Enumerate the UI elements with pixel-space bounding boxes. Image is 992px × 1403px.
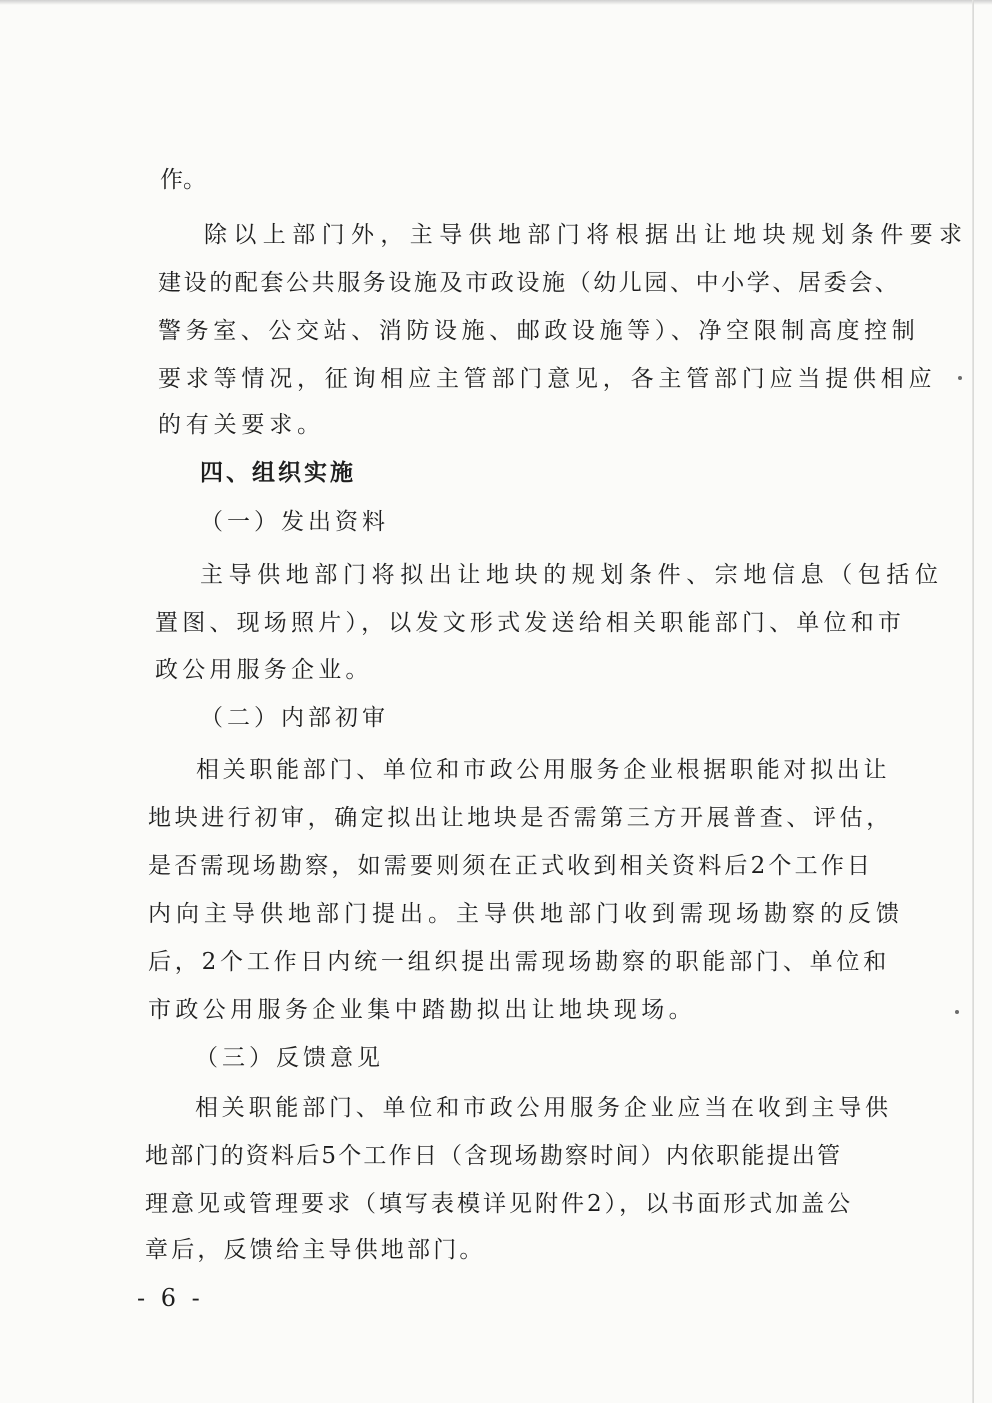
text-line-13: 相关职能部门、单位和市政公用服务企业根据职能对拟出让: [196, 757, 891, 783]
subheading-2: （二）内部初审: [200, 705, 389, 731]
scan-speck: [958, 376, 962, 380]
scan-top-shadow: [0, 0, 992, 5]
text-line-5: 要求等情况，征询相应主管部门意见，各主管部门应当提供相应: [158, 366, 937, 392]
text-line-14: 地块进行初审，确定拟出让地块是否需第三方开展普查、评估，: [148, 805, 893, 831]
text-line-17: 后，2个工作日内统一组织提出需现场勘察的职能部门、单位和: [148, 949, 891, 975]
text-line-15: 是否需现场勘察，如需要则须在正式收到相关资料后2个工作日: [148, 853, 874, 879]
text-line-23: 章后，反馈给主导供地部门。: [145, 1237, 486, 1263]
text-line-11: 政公用服务企业。: [155, 657, 373, 683]
page-number: - 6 -: [137, 1284, 204, 1312]
text-line-2: 除以上部门外，主导供地部门将根据出让地块规划条件要求: [204, 222, 969, 248]
text-line-4: 警务室、公交站、消防设施、邮政设施等）、净空限制高度控制: [158, 318, 920, 344]
text-line-21: 地部门的资料后5个工作日（含现场勘察时间）内依职能提出管: [145, 1143, 843, 1169]
section-heading-4: 四、组织实施: [200, 460, 356, 486]
text-line-3: 建设的配套公共服务设施及市政设施（幼儿园、中小学、居委会、: [158, 270, 901, 296]
text-line-6: 的有关要求。: [158, 412, 325, 438]
subheading-1: （一）发出资料: [200, 509, 389, 535]
text-line-22: 理意见或管理要求（填写表模详见附件2），以书面形式加盖公: [145, 1191, 854, 1217]
subheading-3: （三）反馈意见: [195, 1045, 384, 1071]
text-line-20: 相关职能部门、单位和市政公用服务企业应当在收到主导供: [195, 1095, 892, 1121]
scan-speck: [955, 1010, 959, 1014]
text-line-16: 内向主导供地部门提出。主导供地部门收到需现场勘察的反馈: [148, 901, 904, 927]
text-line-10: 置图、现场照片），以发文形式发送给相关职能部门、单位和市: [155, 610, 906, 636]
text-line-1: 作。: [160, 167, 206, 193]
text-line-18: 市政公用服务企业集中踏勘拟出让地块现场。: [148, 997, 696, 1023]
text-line-9: 主导供地部门将拟出让地块的规划条件、宗地信息（包括位: [200, 562, 944, 588]
